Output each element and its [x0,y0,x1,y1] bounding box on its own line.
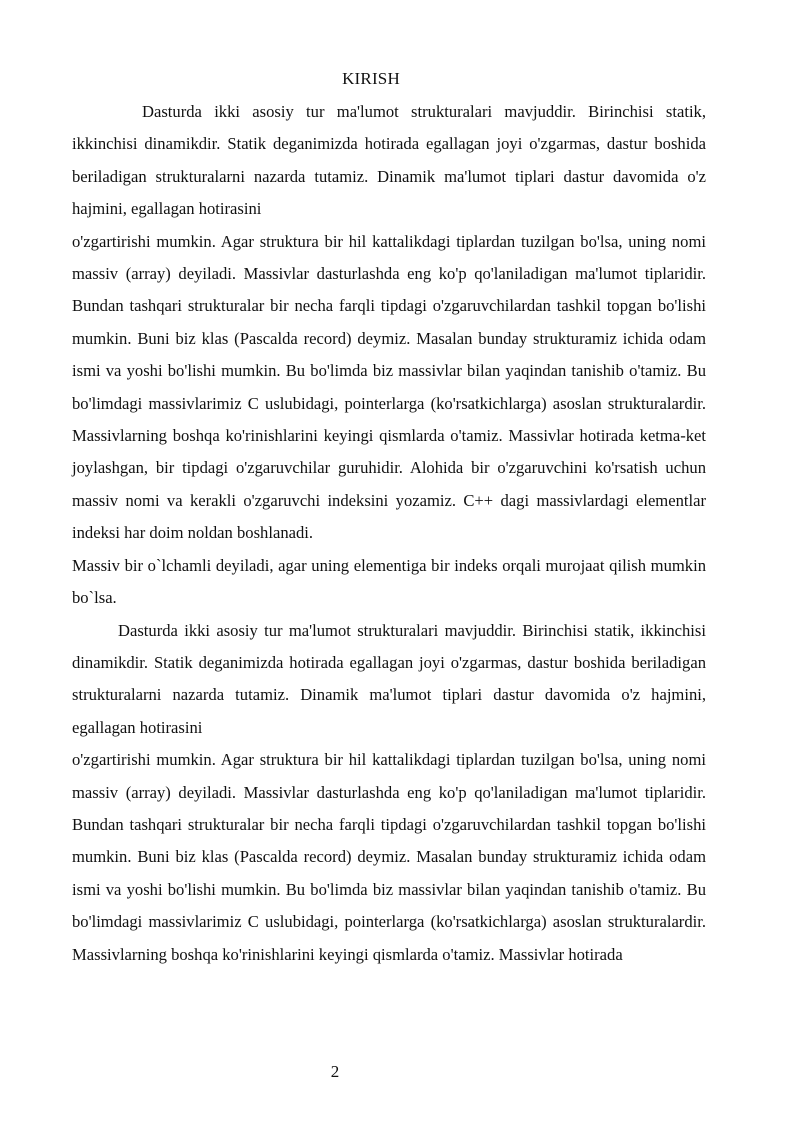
body-text [72,96,706,971]
paragraph-intro-2: o'zgartirishi mumkin. Agar struktura bir hil kattalikdagi tiplardan tuzilgan bo'lsa, uning nomi massiv (array) deyiladi. Massivlar dasturlashda eng ko'p qo'laniladigan ma'lumot tiplaridir. Bundan tashqari strukturalar bir necha farqli tipdagi o'zgaruvchilardan tashkil topgan bo'lishi mumkin. Buni biz klas (Pascalda record) deymiz. Masalan bunday strukturamiz ichida odam ismi va yoshi bo'lishi mumkin. Bu bo'limda biz massivlar bilan yaqindan tanishib o'tamiz. Bu bo'limdagi massivlarimiz C uslubidagi, pointerlarga (ko'rsatkichlarga) asoslan strukturalardir. Massivlarning boshqa ko'rinishlarini keyingi qismlarda o'tamiz. Massivlar hotirada ketma-ket joylashgan, bir tipdagi o'zgaruvchilar guruhidir. Alohida bir o'zgaruvchini ko'rsatish uchun massiv nomi va kerakli o'zgaruvchi indeksini yozamiz. C++ dagi massivlardagi elementlar indeksi har doim noldan boshlanadi. [72,231,706,543]
paragraph-intro-1: Dasturda ikki asosiy tur ma'lumot strukturalari mavjuddir. Birinchisi statik, ikkinchisi dinamikdir. Statik deganimizda hotirada egallagan joyi o'zgarmas, dastur boshida beriladigan strukturalarni nazarda tutamiz. Dinamik ma'lumot tiplari dastur davomida o'z hajmini, egallagan hotirasini [72,102,706,219]
paragraph-definition: Massiv bir o`lchamli deyiladi, agar uning elementiga bir indeks orqali murojaat qilish mumkin bo`lsa. [72,555,706,608]
paragraph-repeat-1: Dasturda ikki asosiy tur ma'lumot strukturalari mavjuddir. Birinchisi statik, ikkinchisi dinamikdir. Statik deganimizda hotirada egallagan joyi o'zgarmas, dastur boshida beriladigan strukturalarni nazarda tutamiz. Dinamik ma'lumot tiplari dastur davomida o'z hajmini, egallagan hotirasini [72,620,706,737]
paragraph-repeat-2: o'zgartirishi mumkin. Agar struktura bir hil kattalikdagi tiplardan tuzilgan bo'lsa, uning nomi massiv (array) deyiladi. Massivlar dasturlashda eng ko'p qo'laniladigan ma'lumot tiplaridir. Bundan tashqari strukturalar bir necha farqli tipdagi o'zgaruvchilardan tashkil topgan bo'lishi mumkin. Buni biz klas (Pascalda record) deymiz. Masalan bunday strukturamiz ichida odam ismi va yoshi bo'lishi mumkin. Bu bo'limda biz massivlar bilan yaqindan tanishib o'tamiz. Bu bo'limdagi massivlarimiz C uslubidagi, pointerlarga (ko'rsatkichlarga) asoslan strukturalardir. Massivlarning boshqa ko'rinishlarini keyingi qismlarda o'tamiz. Massivlar hotirada [72,750,706,964]
page-number: 2 [330,1062,340,1081]
page-title: KIRISH [342,69,400,88]
